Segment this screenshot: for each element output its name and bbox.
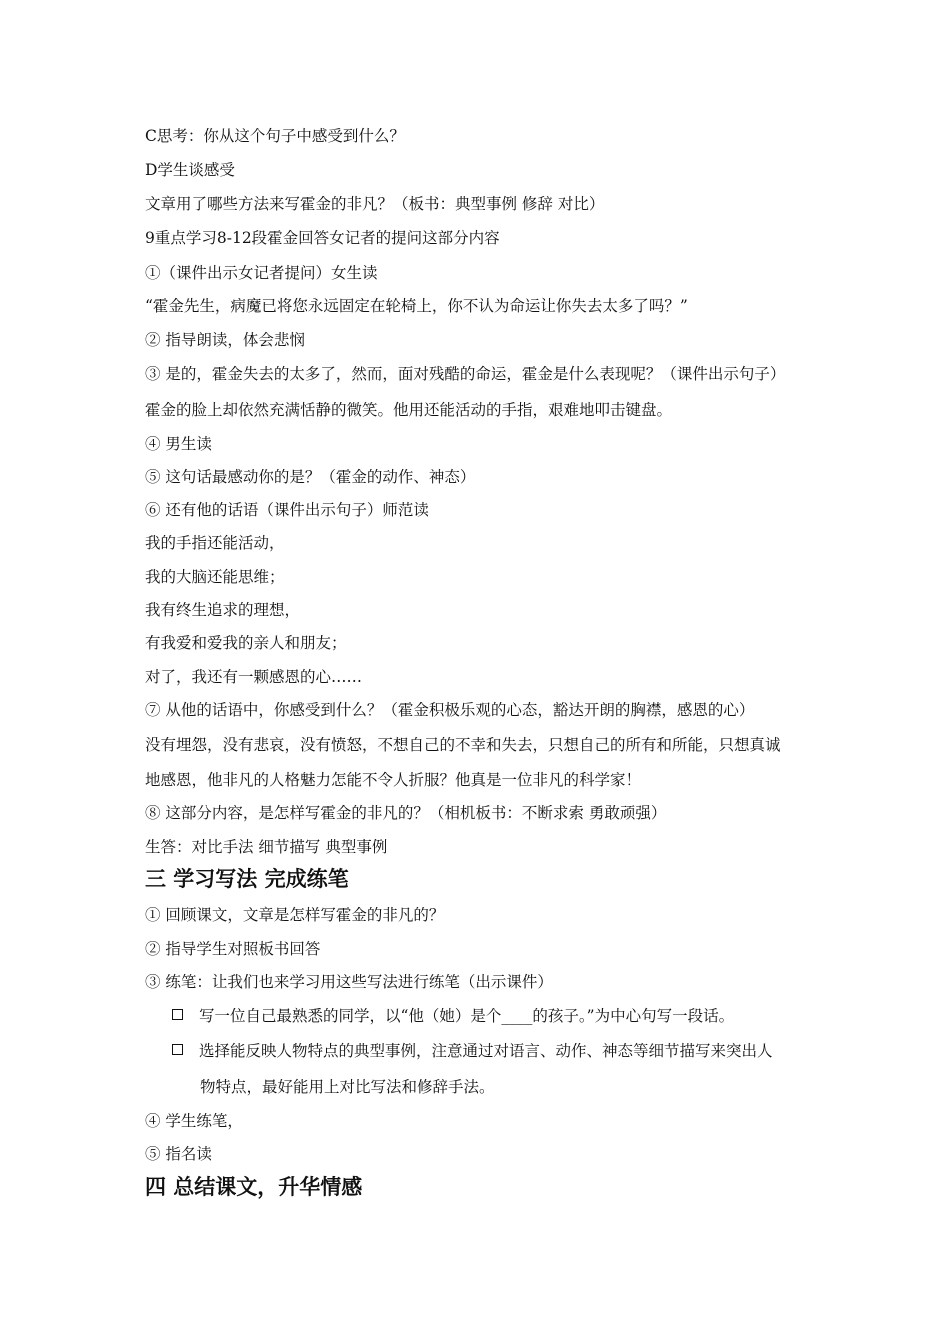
poem-line: 我的手指还能活动，	[145, 534, 285, 552]
text-line: ② 指导学生对照板书回答	[145, 940, 321, 958]
section-heading-3: 三 学习写法 完成练笔	[145, 867, 349, 891]
text-line: ③ 是的，霍金失去的太多了，然而，面对残酷的命运，霍金是什么表现呢？（课件出示句子）	[145, 365, 786, 383]
quote-line: “霍金先生，病魔已将您永远固定在轮椅上，你不认为命运让你失去太多了吗？”	[145, 297, 688, 315]
text-line: 9重点学习8-12段霍金回答女记者的提问这部分内容	[145, 229, 500, 247]
text-line: ⑤ 指名读	[145, 1145, 212, 1163]
text-line: ④ 学生练笔，	[145, 1112, 243, 1130]
bullet-text: 选择能反映人物特点的典型事例，注意通过对语言、动作、神态等细节描写来突出人	[199, 1042, 773, 1060]
text-line: C思考：你从这个句子中感受到什么？	[145, 127, 405, 145]
text-line: 地感恩，他非凡的人格魅力怎能不令人折服？他真是一位非凡的科学家！	[145, 771, 642, 789]
text-line: 霍金的脸上却依然充满恬静的微笑。他用还能活动的手指，艰难地叩击键盘。	[145, 401, 673, 419]
text-line: ⑤ 这句话最感动你的是？（霍金的动作、神态）	[145, 468, 476, 486]
text-line: ⑥ 还有他的话语（课件出示句子）师范读	[145, 501, 429, 519]
bullet-continuation: 物特点，最好能用上对比写法和修辞手法。	[200, 1078, 495, 1096]
text-line: ③ 练笔：让我们也来学习用这些写法进行练笔（出示课件）	[145, 973, 553, 991]
poem-line: 对了，我还有一颗感恩的心……	[145, 668, 363, 686]
text-line: ② 指导朗读，体会悲悯	[145, 331, 305, 349]
poem-line: 我有终生追求的理想，	[145, 601, 301, 619]
text-line: ①（课件出示女记者提问）女生读	[145, 264, 378, 282]
bullet-text: 写一位自己最熟悉的同学，以“他（她）是个____的孩子。”为中心句写一段话。	[199, 1007, 735, 1025]
text-line: 文章用了哪些方法来写霍金的非凡？（板书：典型事例 修辞 对比）	[145, 195, 605, 213]
text-line: 生答：对比手法 细节描写 典型事例	[145, 838, 388, 856]
checkbox-bullet-icon	[172, 1009, 183, 1020]
text-line: ⑦ 从他的话语中，你感受到什么？（霍金积极乐观的心态，豁达开朗的胸襟，感恩的心）	[145, 701, 755, 719]
text-line: ① 回顾课文，文章是怎样写霍金的非凡的？	[145, 906, 445, 924]
text-line: D学生谈感受	[145, 161, 235, 179]
text-line: ④ 男生读	[145, 435, 212, 453]
text-line: 没有埋怨，没有悲哀，没有愤怒，不想自己的不幸和失去，只想自己的所有和所能，只想真诚	[145, 736, 781, 754]
poem-line: 有我爱和爱我的亲人和朋友；	[145, 634, 347, 652]
section-heading-4: 四 总结课文，升华情感	[145, 1175, 363, 1199]
bullet-item	[172, 1041, 773, 1061]
bullet-item	[172, 1006, 734, 1026]
checkbox-bullet-icon	[172, 1044, 183, 1055]
poem-line: 我的大脑还能思维；	[145, 568, 285, 586]
text-line: ⑧ 这部分内容，是怎样写霍金的非凡的？（相机板书：不断求索 勇敢顽强）	[145, 804, 667, 822]
